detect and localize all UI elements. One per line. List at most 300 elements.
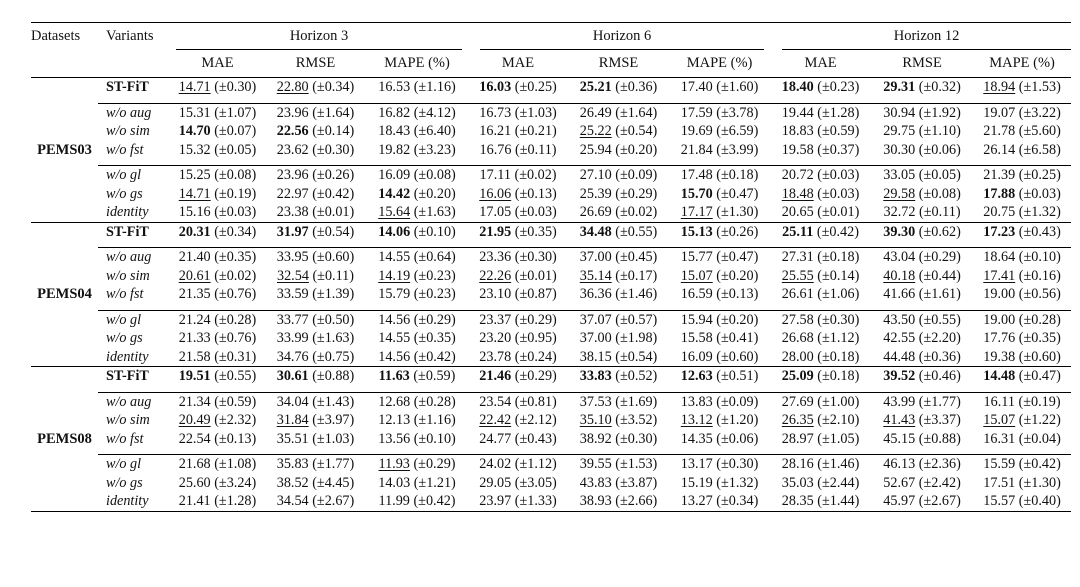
metric-value: 17.11 bbox=[479, 167, 511, 183]
table-row bbox=[31, 474, 1071, 493]
metric-cell bbox=[366, 329, 468, 348]
metric-cell bbox=[568, 411, 669, 430]
metric-std: (±1.32) bbox=[1018, 204, 1061, 220]
metric-cell bbox=[973, 348, 1071, 367]
metric-value: 12.63 bbox=[680, 368, 713, 384]
metric-cell bbox=[366, 203, 468, 222]
metric-cell bbox=[568, 267, 669, 286]
metric-value: 30.61 bbox=[276, 368, 309, 384]
metric-value: 15.70 bbox=[680, 185, 713, 202]
metric-std: (±3.87) bbox=[615, 474, 658, 491]
metric-value: 31.84 bbox=[276, 412, 309, 428]
metric-std: (±0.34) bbox=[716, 493, 759, 509]
metric-cell bbox=[973, 492, 1071, 511]
metric-value: 33.99 bbox=[276, 330, 309, 346]
metric-std: (±0.41) bbox=[716, 330, 759, 346]
metric-std: (±0.31) bbox=[214, 348, 257, 365]
metric-std: (±0.55) bbox=[918, 311, 961, 328]
metric-cell bbox=[468, 411, 568, 430]
metric-cell bbox=[568, 310, 669, 329]
metric-std: (±0.76) bbox=[214, 286, 257, 302]
metric-cell bbox=[973, 203, 1071, 222]
table-row bbox=[31, 267, 1071, 286]
metric-value: 43.99 bbox=[883, 393, 916, 410]
metric-std: (±0.34) bbox=[214, 223, 257, 240]
metric-value: 36.36 bbox=[579, 286, 612, 302]
metric-cell bbox=[170, 122, 265, 141]
metric-header-row bbox=[31, 50, 1071, 78]
metric-value: 22.54 bbox=[178, 430, 211, 447]
metric-std: (±1.64) bbox=[615, 104, 658, 121]
metric-std: (±2.12) bbox=[514, 412, 557, 428]
horizon-3-label: Horizon 3 bbox=[176, 23, 462, 50]
metric-cell bbox=[770, 222, 871, 241]
table-row bbox=[31, 455, 1071, 474]
metric-cell bbox=[568, 103, 669, 122]
metric-std: (±2.44) bbox=[817, 474, 860, 491]
metric-cell bbox=[265, 78, 366, 97]
metric-value: 35.51 bbox=[276, 430, 309, 447]
metric-std: (±3.37) bbox=[918, 412, 961, 428]
metric-cell bbox=[770, 411, 871, 430]
metric-cell bbox=[265, 103, 366, 122]
metric-cell bbox=[366, 78, 468, 97]
metric-value: 39.30 bbox=[883, 223, 916, 240]
metric-std: (±0.02) bbox=[214, 267, 257, 284]
metric-value: 43.50 bbox=[883, 311, 916, 328]
metric-value: 21.35 bbox=[178, 286, 211, 302]
metric-value: 33.95 bbox=[276, 249, 309, 265]
metric-header-rmse: RMSE bbox=[295, 55, 336, 72]
metric-cell bbox=[366, 348, 468, 367]
metric-header-rmse: RMSE bbox=[902, 55, 942, 72]
metric-std: (±0.30) bbox=[716, 456, 759, 472]
results-table-container bbox=[31, 22, 1071, 512]
metric-value: 39.55 bbox=[579, 456, 612, 472]
metric-cell bbox=[568, 185, 669, 204]
metric-cell bbox=[770, 185, 871, 204]
metric-value: 25.09 bbox=[781, 368, 814, 384]
metric-cell bbox=[973, 367, 1071, 386]
metric-cell bbox=[973, 411, 1071, 430]
metric-cell bbox=[265, 367, 366, 386]
metric-std: (±0.46) bbox=[918, 368, 961, 384]
metric-std: (±0.50) bbox=[312, 311, 355, 328]
blank-header-cell bbox=[31, 50, 98, 78]
metric-value: 15.57 bbox=[983, 493, 1016, 509]
metric-std: (±0.60) bbox=[1018, 348, 1061, 365]
metric-value: 14.35 bbox=[680, 430, 713, 447]
metric-cell bbox=[568, 166, 669, 185]
metric-cell bbox=[568, 285, 669, 304]
metric-cell bbox=[973, 267, 1071, 286]
metric-cell bbox=[170, 329, 265, 348]
metric-std: (±0.44) bbox=[918, 267, 961, 284]
metric-value: 21.40 bbox=[178, 249, 211, 265]
metric-cell bbox=[468, 141, 568, 160]
metric-value: 29.75 bbox=[883, 123, 916, 139]
metric-value: 17.17 bbox=[680, 204, 713, 220]
metric-value: 13.83 bbox=[680, 393, 713, 410]
metric-cell bbox=[973, 122, 1071, 141]
metric-value: 21.95 bbox=[479, 223, 512, 240]
metric-cell bbox=[871, 222, 973, 241]
metric-value: 26.35 bbox=[781, 412, 814, 428]
metric-value: 33.83 bbox=[579, 368, 612, 384]
metric-std: (±1.12) bbox=[514, 456, 557, 472]
metric-value: 43.83 bbox=[579, 474, 612, 491]
metric-value: 33.77 bbox=[276, 311, 309, 328]
metric-cell bbox=[568, 141, 669, 160]
metric-header-mae: MAE bbox=[201, 55, 234, 72]
metric-value: 41.66 bbox=[883, 286, 916, 302]
metric-std: (±0.30) bbox=[615, 430, 658, 447]
metric-value: 18.43 bbox=[378, 123, 411, 139]
metric-std: (±3.78) bbox=[716, 104, 759, 121]
table-row bbox=[31, 310, 1071, 329]
metric-value: 15.94 bbox=[680, 311, 713, 328]
metric-value: 21.68 bbox=[178, 456, 211, 472]
metric-std: (±0.03) bbox=[817, 167, 860, 183]
table-row bbox=[31, 411, 1071, 430]
metric-value: 33.05 bbox=[883, 167, 916, 183]
metric-cell bbox=[871, 166, 973, 185]
metric-value: 42.55 bbox=[883, 330, 916, 346]
metric-cell bbox=[170, 474, 265, 493]
metric-cell bbox=[170, 348, 265, 367]
metric-value: 32.72 bbox=[883, 204, 916, 220]
metric-cell bbox=[265, 455, 366, 474]
variant-label: identity bbox=[106, 204, 149, 220]
metric-cell bbox=[170, 185, 265, 204]
metric-std: (±0.17) bbox=[615, 267, 658, 284]
metric-cell bbox=[973, 103, 1071, 122]
metric-std: (±1.39) bbox=[312, 286, 355, 302]
metric-value: 15.31 bbox=[178, 104, 211, 121]
metric-value: 21.34 bbox=[178, 393, 211, 410]
metric-std: (±1.32) bbox=[716, 474, 759, 491]
metric-value: 35.14 bbox=[579, 267, 612, 284]
metric-std: (±0.02) bbox=[615, 204, 658, 220]
metric-cell bbox=[265, 267, 366, 286]
metric-cell bbox=[170, 411, 265, 430]
metric-value: 22.80 bbox=[276, 79, 309, 95]
variant-label: w/o gl bbox=[98, 310, 170, 329]
metric-std: (±1.03) bbox=[312, 430, 355, 447]
metric-cell bbox=[265, 411, 366, 430]
variant-label: ST-FiT bbox=[98, 78, 170, 97]
metric-cell bbox=[265, 348, 366, 367]
metric-std: (±2.67) bbox=[312, 493, 355, 509]
metric-cell bbox=[468, 267, 568, 286]
metric-cell bbox=[973, 392, 1071, 411]
metric-std: (±0.88) bbox=[918, 430, 961, 447]
metric-header-rmse: RMSE bbox=[598, 55, 639, 72]
metric-std: (±0.42) bbox=[413, 348, 456, 365]
metric-std: (±0.13) bbox=[716, 286, 759, 302]
metric-std: (±0.13) bbox=[514, 185, 557, 202]
metric-std: (±0.18) bbox=[817, 368, 860, 384]
metric-value: 23.97 bbox=[479, 493, 512, 509]
metric-cell bbox=[973, 141, 1071, 160]
metric-std: (±1.43) bbox=[312, 393, 355, 410]
metric-cell bbox=[468, 492, 568, 511]
metric-cell bbox=[366, 430, 468, 449]
metric-value: 28.97 bbox=[781, 430, 814, 447]
metric-cell bbox=[170, 285, 265, 304]
metric-std: (±0.60) bbox=[312, 249, 355, 265]
metric-cell bbox=[770, 203, 871, 222]
metric-std: (±0.23) bbox=[817, 79, 860, 95]
metric-cell bbox=[871, 310, 973, 329]
metric-std: (±2.42) bbox=[918, 474, 961, 491]
metric-cell bbox=[170, 455, 265, 474]
metric-std: (±0.03) bbox=[817, 185, 860, 202]
metric-std: (±0.29) bbox=[615, 185, 658, 202]
variant-label: w/o sim bbox=[106, 412, 150, 428]
metric-cell bbox=[973, 455, 1071, 474]
metric-value: 14.56 bbox=[378, 348, 411, 365]
metric-std: (±0.51) bbox=[716, 368, 759, 384]
metric-value: 14.48 bbox=[983, 368, 1016, 384]
metric-cell bbox=[265, 122, 366, 141]
variant-label: w/o fst bbox=[106, 286, 144, 302]
metric-value: 11.93 bbox=[378, 456, 410, 472]
metric-std: (±0.30) bbox=[312, 141, 355, 158]
metric-std: (±2.67) bbox=[918, 493, 961, 509]
metric-std: (±0.09) bbox=[615, 167, 658, 183]
metric-std: (±1.30) bbox=[1018, 474, 1061, 491]
metric-cell bbox=[468, 430, 568, 449]
dataset-label: PEMS04 bbox=[31, 222, 98, 367]
metric-value: 16.59 bbox=[680, 286, 713, 302]
metric-std: (±0.35) bbox=[1018, 330, 1061, 346]
metric-std: (±0.55) bbox=[214, 368, 257, 384]
metric-std: (±1.08) bbox=[214, 456, 257, 472]
metric-value: 20.65 bbox=[781, 204, 814, 220]
metric-cell bbox=[170, 78, 265, 97]
variant-label: w/o aug bbox=[98, 248, 170, 267]
metric-cell bbox=[366, 166, 468, 185]
metric-cell bbox=[871, 492, 973, 511]
metric-value: 11.99 bbox=[378, 493, 410, 509]
metric-value: 41.43 bbox=[883, 412, 916, 428]
table-row bbox=[31, 78, 1071, 97]
table-row bbox=[31, 248, 1071, 267]
table-row bbox=[31, 392, 1071, 411]
metric-header-mae: MAE bbox=[501, 55, 535, 72]
metric-cell bbox=[468, 310, 568, 329]
metric-cell bbox=[973, 185, 1071, 204]
metric-std: (±0.40) bbox=[1018, 493, 1061, 509]
metric-cell bbox=[170, 166, 265, 185]
table-row bbox=[31, 122, 1071, 141]
metric-cell bbox=[468, 367, 568, 386]
metric-value: 17.76 bbox=[983, 330, 1016, 346]
metric-std: (±0.87) bbox=[514, 286, 557, 302]
metric-cell bbox=[468, 122, 568, 141]
metric-cell bbox=[170, 203, 265, 222]
metric-std: (±1.16) bbox=[413, 79, 456, 95]
metric-value: 30.30 bbox=[883, 141, 916, 158]
metric-std: (±5.60) bbox=[1018, 123, 1061, 139]
metric-value: 14.42 bbox=[378, 185, 411, 202]
metric-cell bbox=[170, 392, 265, 411]
metric-std: (±0.76) bbox=[214, 330, 257, 346]
metric-cell bbox=[871, 392, 973, 411]
metric-cell bbox=[366, 455, 468, 474]
metric-std: (±0.36) bbox=[918, 348, 961, 365]
metric-value: 37.53 bbox=[579, 393, 612, 410]
table-row bbox=[31, 203, 1071, 222]
metric-cell bbox=[669, 392, 770, 411]
metric-value: 21.39 bbox=[983, 167, 1016, 183]
metric-std: (±0.05) bbox=[918, 167, 961, 183]
metric-header-mape: MAPE (%) bbox=[989, 55, 1055, 72]
metric-std: (±6.58) bbox=[1018, 141, 1061, 158]
metric-value: 27.69 bbox=[781, 393, 814, 410]
metric-value: 25.60 bbox=[178, 474, 211, 491]
metric-std: (±1.69) bbox=[615, 393, 658, 410]
metric-cell bbox=[265, 430, 366, 449]
table-row bbox=[31, 367, 1071, 386]
metric-value: 19.69 bbox=[680, 123, 713, 139]
metric-value: 24.77 bbox=[479, 430, 512, 447]
metric-std: (±1.92) bbox=[918, 104, 961, 121]
metric-value: 16.06 bbox=[479, 185, 512, 202]
metric-std: (±0.23) bbox=[413, 286, 456, 302]
metric-cell bbox=[366, 474, 468, 493]
metric-cell bbox=[669, 78, 770, 97]
metric-std: (±1.05) bbox=[817, 430, 860, 447]
metric-value: 14.71 bbox=[178, 185, 211, 202]
metric-cell bbox=[669, 248, 770, 267]
metric-std: (±0.26) bbox=[312, 167, 355, 183]
metric-std: (±0.28) bbox=[214, 311, 257, 328]
metric-cell bbox=[871, 267, 973, 286]
metric-value: 23.78 bbox=[479, 348, 512, 365]
metric-std: (±0.09) bbox=[716, 393, 759, 410]
metric-value: 15.19 bbox=[680, 474, 713, 491]
metric-value: 18.94 bbox=[983, 79, 1016, 95]
metric-cell bbox=[770, 248, 871, 267]
metric-std: (±2.10) bbox=[817, 412, 860, 428]
metric-value: 26.69 bbox=[579, 204, 612, 220]
metric-cell bbox=[366, 141, 468, 160]
metric-value: 11.63 bbox=[378, 368, 410, 384]
metric-std: (±0.19) bbox=[1018, 393, 1061, 410]
metric-value: 21.24 bbox=[178, 311, 211, 328]
table-row bbox=[31, 430, 1071, 449]
metric-std: (±0.23) bbox=[413, 267, 456, 284]
metric-cell bbox=[871, 430, 973, 449]
metric-cell bbox=[871, 348, 973, 367]
metric-value: 45.97 bbox=[883, 493, 916, 509]
metric-std: (±0.11) bbox=[312, 267, 354, 284]
metric-std: (±1.98) bbox=[615, 330, 658, 346]
metric-cell bbox=[468, 203, 568, 222]
metric-std: (±0.35) bbox=[413, 330, 456, 346]
metric-cell bbox=[265, 329, 366, 348]
metric-value: 21.33 bbox=[178, 330, 211, 346]
metric-std: (±0.59) bbox=[214, 393, 257, 410]
metric-value: 21.78 bbox=[983, 123, 1016, 139]
metric-value: 16.73 bbox=[479, 104, 512, 121]
metric-cell bbox=[568, 392, 669, 411]
metric-std: (±0.10) bbox=[413, 223, 456, 240]
metric-std: (±1.21) bbox=[413, 474, 456, 491]
metric-cell bbox=[973, 329, 1071, 348]
metric-value: 15.58 bbox=[680, 330, 713, 346]
metric-cell bbox=[669, 222, 770, 241]
metric-std: (±0.06) bbox=[918, 141, 961, 158]
metric-cell bbox=[669, 455, 770, 474]
table-row bbox=[31, 103, 1071, 122]
metric-value: 28.16 bbox=[781, 456, 814, 472]
metric-cell bbox=[568, 248, 669, 267]
metric-cell bbox=[770, 103, 871, 122]
metric-std: (±0.03) bbox=[1018, 185, 1061, 202]
metric-cell bbox=[770, 285, 871, 304]
metric-cell bbox=[770, 267, 871, 286]
metric-value: 15.79 bbox=[378, 286, 411, 302]
metric-value: 37.00 bbox=[579, 249, 612, 265]
metric-std: (±1.22) bbox=[1018, 412, 1061, 428]
metric-value: 14.03 bbox=[378, 474, 411, 491]
metric-value: 15.07 bbox=[983, 412, 1016, 428]
metric-cell bbox=[265, 474, 366, 493]
metric-std: (±1.16) bbox=[413, 412, 456, 428]
metric-std: (±0.28) bbox=[413, 393, 456, 410]
metric-std: (±0.28) bbox=[1018, 311, 1061, 328]
metric-cell bbox=[871, 141, 973, 160]
metric-value: 29.31 bbox=[883, 79, 916, 95]
metric-value: 45.15 bbox=[883, 430, 916, 447]
metric-value: 13.12 bbox=[680, 412, 713, 428]
metric-std: (±0.36) bbox=[615, 79, 658, 95]
metric-std: (±0.05) bbox=[214, 141, 257, 158]
metric-std: (±0.59) bbox=[413, 368, 456, 384]
metric-value: 34.04 bbox=[276, 393, 309, 410]
metric-value: 18.64 bbox=[983, 249, 1016, 265]
metric-value: 25.39 bbox=[579, 185, 612, 202]
metric-value: 13.27 bbox=[680, 493, 713, 509]
metric-std: (±0.10) bbox=[413, 430, 456, 447]
metric-std: (±1.20) bbox=[716, 412, 759, 428]
metric-cell bbox=[871, 411, 973, 430]
metric-std: (±1.28) bbox=[214, 493, 257, 509]
metric-std: (±1.46) bbox=[817, 456, 860, 472]
metric-std: (±1.53) bbox=[1018, 79, 1061, 95]
metric-value: 16.03 bbox=[479, 79, 512, 95]
horizon-12-label: Horizon 12 bbox=[782, 23, 1071, 50]
variant-label: w/o fst bbox=[106, 430, 144, 447]
metric-cell bbox=[973, 474, 1071, 493]
metric-value: 19.44 bbox=[781, 104, 814, 121]
metric-cell bbox=[669, 185, 770, 204]
metric-cell bbox=[770, 122, 871, 141]
variant-label: w/o aug bbox=[98, 392, 170, 411]
metric-value: 18.40 bbox=[781, 79, 814, 95]
metric-value: 16.53 bbox=[378, 79, 411, 95]
metric-std: (±0.47) bbox=[716, 249, 759, 265]
metric-value: 21.41 bbox=[178, 493, 211, 509]
metric-value: 15.07 bbox=[680, 267, 713, 284]
metric-cell bbox=[770, 166, 871, 185]
metric-std: (±0.20) bbox=[413, 185, 456, 202]
metric-std: (±1.61) bbox=[918, 286, 961, 302]
metric-cell bbox=[468, 455, 568, 474]
